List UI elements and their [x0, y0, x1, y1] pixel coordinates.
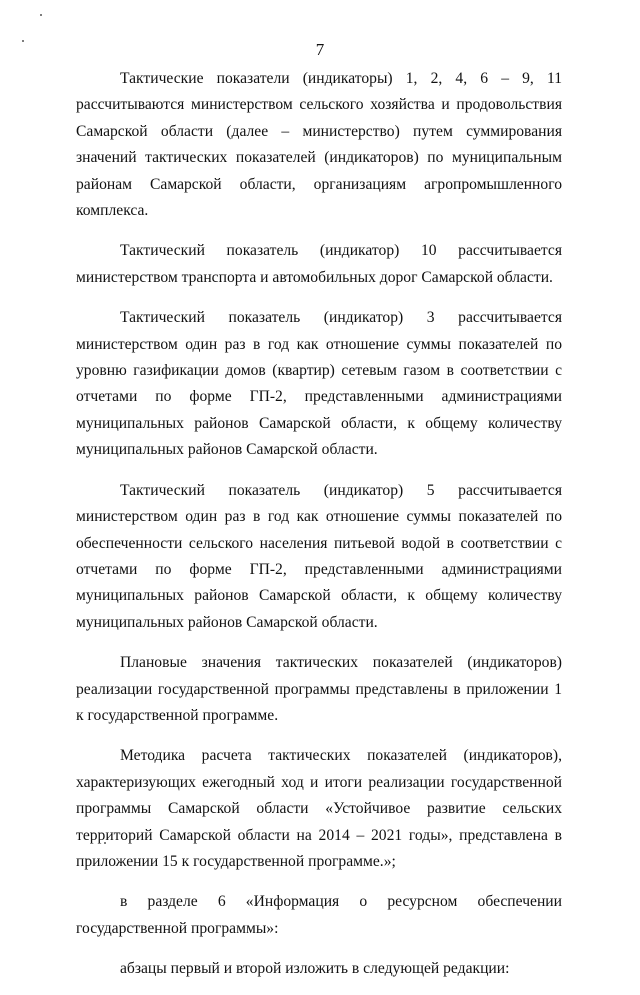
paragraph-amendment: абзацы первый и второй изложить в следующей редакции:	[120, 960, 510, 978]
paragraph-indicator-10: Тактический показатель (индикатор) 10 рассчитывается министерством транспорта и автомобильных дорог Самарской области.	[76, 242, 562, 286]
paragraph-indicator-5: Тактический показатель (индикатор) 5 рассчитывается министерством один раз в год как отношение суммы показателей по обеспеченности сельского населения питьевой водой в соответствии с отчетами по форме ГП-2, представленными администрациями муниципальных районов Самарской области, к общему количеству муниципальных районов Самарской области.	[76, 481, 562, 631]
paragraph-planned-values: Плановые значения тактических показателей (индикаторов) реализации государственной программы представлены в приложении 1 к государственной программе.	[76, 654, 562, 724]
paragraph-indicator-3: Тактический показатель (индикатор) 3 рассчитывается министерством один раз в год как отношение суммы показателей по уровню газификации домов (квартир) сетевым газом в соответствии с отчетами по форме ГП-2, представленными администрациями муниципальных районов Самарской области, к общему количеству муниципальных районов Самарской области.	[76, 309, 562, 459]
page-number: 7	[315, 40, 325, 59]
body-text	[76, 66, 562, 995]
paragraph-tactical-indicators-ministry: Тактические показатели (индикаторы) 1, 2, 4, 6 – 9, 11 рассчитываются министерством сельского хозяйства и продовольствия Самарской области (далее – министерство) путем суммирования значений тактических показателей (индикаторов) по муниципальным районам Самарской области, организациям агропромышленного комплекса.	[76, 70, 562, 220]
paragraph-methodology: Методика расчета тактических показателей (индикаторов), характеризующих ежегодный ход и итоги реализации государственной программы Самарской области «Устойчивое развитие сельских территорий Самарской области на 2014 – 2021 годы», представлена в приложении 15 к государственной программе.»;	[76, 747, 562, 870]
scan-speck	[40, 14, 42, 16]
paragraph-section-6: в разделе 6 «Информация о ресурсном обеспечении государственной программы»:	[76, 893, 562, 937]
